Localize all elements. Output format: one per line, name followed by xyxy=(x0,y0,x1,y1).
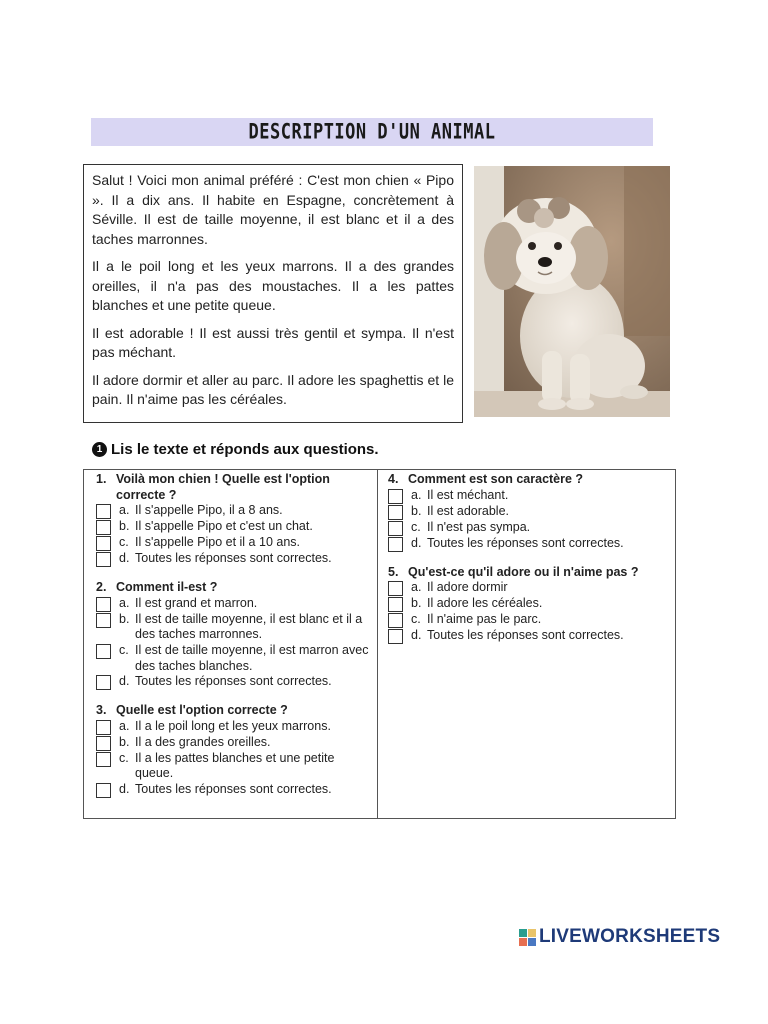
text-paragraph: Il adore dormir et aller au parc. Il adore les spaghettis et le pain. Il n'aime pas les céréales. xyxy=(92,371,454,407)
option-text: Toutes les réponses sont correctes. xyxy=(135,551,332,566)
answer-option xyxy=(388,504,673,520)
answer-option xyxy=(96,719,374,735)
answer-option xyxy=(96,674,374,690)
option-letter: b. xyxy=(119,519,130,534)
option-text: Il s'appelle Pipo et c'est un chat. xyxy=(135,519,313,534)
question-title xyxy=(388,472,673,488)
option-letter: d. xyxy=(119,551,130,566)
option-text: Toutes les réponses sont correctes. xyxy=(135,674,332,689)
answer-checkbox[interactable] xyxy=(388,505,403,520)
answer-checkbox[interactable] xyxy=(96,644,111,659)
dog-illustration xyxy=(474,166,670,417)
answer-option xyxy=(96,643,374,674)
option-letter: c. xyxy=(119,750,129,765)
option-letter: b. xyxy=(411,503,422,518)
answer-option xyxy=(96,612,374,643)
quiz-column-right xyxy=(388,472,673,657)
option-text: Toutes les réponses sont correctes. xyxy=(427,535,624,550)
question-5 xyxy=(388,565,673,645)
quiz-column-left xyxy=(96,472,374,811)
title-banner xyxy=(91,118,653,146)
option-text: Il est méchant. xyxy=(427,487,509,502)
answer-option xyxy=(388,488,673,504)
question-4 xyxy=(388,472,673,552)
option-text: Il s'appelle Pipo et il a 10 ans. xyxy=(135,535,300,550)
option-letter: d. xyxy=(411,535,422,550)
question-number: 3. xyxy=(96,703,107,718)
question-text: Comment est son caractère ? xyxy=(408,472,584,486)
answer-checkbox[interactable] xyxy=(96,675,111,690)
answer-option xyxy=(96,535,374,551)
logo-text: LIVEWORKSHEETS xyxy=(539,926,721,947)
option-letter: c. xyxy=(411,612,421,627)
text-paragraph: Il est adorable ! Il est aussi très gentil et sympa. Il n'est pas méchant. xyxy=(92,324,454,360)
question-title xyxy=(96,472,374,503)
option-text: Toutes les réponses sont correctes. xyxy=(135,781,332,796)
answer-checkbox[interactable] xyxy=(388,581,403,596)
question-3 xyxy=(96,703,374,798)
instruction xyxy=(92,441,379,458)
option-text: Toutes les réponses sont correctes. xyxy=(427,628,624,643)
answer-option xyxy=(96,782,374,798)
answer-checkbox[interactable] xyxy=(96,783,111,798)
text-paragraph: Il a le poil long et les yeux marrons. Il a des grandes oreilles, il n'a pas des moustaches. Il a les pattes blanches et une petite queue. xyxy=(92,258,454,313)
option-text: Il adore les céréales. xyxy=(427,596,543,611)
answer-option xyxy=(96,551,374,567)
question-2 xyxy=(96,580,374,690)
option-letter: c. xyxy=(119,535,129,550)
answer-checkbox[interactable] xyxy=(388,521,403,536)
answer-checkbox[interactable] xyxy=(388,597,403,612)
answer-option xyxy=(96,503,374,519)
option-text: Il s'appelle Pipo, il a 8 ans. xyxy=(135,503,283,518)
option-letter: b. xyxy=(119,734,130,749)
instruction-number-badge: 1 xyxy=(92,442,107,457)
option-letter: b. xyxy=(411,596,422,611)
answer-option xyxy=(96,596,374,612)
option-letter: d. xyxy=(119,674,130,689)
answer-checkbox[interactable] xyxy=(388,613,403,628)
question-1 xyxy=(96,472,374,567)
answer-option xyxy=(388,520,673,536)
answer-option xyxy=(388,580,673,596)
answer-option xyxy=(388,536,673,552)
question-title xyxy=(388,565,673,581)
logo-icon xyxy=(519,929,536,946)
answer-checkbox[interactable] xyxy=(96,504,111,519)
question-text: Voilà mon chien ! Quelle est l'option correcte ? xyxy=(116,472,330,502)
question-title xyxy=(96,703,374,719)
question-number: 4. xyxy=(388,472,399,486)
answer-checkbox[interactable] xyxy=(96,536,111,551)
question-number: 1. xyxy=(96,472,107,486)
option-text: Il adore dormir xyxy=(427,580,508,595)
answer-checkbox[interactable] xyxy=(96,752,111,767)
option-text: Il n'aime pas le parc. xyxy=(427,612,542,627)
option-letter: a. xyxy=(119,503,130,518)
answer-checkbox[interactable] xyxy=(388,629,403,644)
answer-checkbox[interactable] xyxy=(96,720,111,735)
text-paragraph: Salut ! Voici mon animal préféré : C'est mon chien « Pipo ». Il a dix ans. Il habite en Espagne, concrètement à Séville. Il est de taille moyenne, il est blanc et il a des taches marronnes. xyxy=(92,172,454,247)
option-text: Il est adorable. xyxy=(427,503,509,518)
answer-option xyxy=(96,735,374,751)
answer-option xyxy=(388,612,673,628)
answer-checkbox[interactable] xyxy=(96,552,111,567)
option-letter: a. xyxy=(411,580,422,595)
column-divider xyxy=(377,470,378,818)
option-letter: a. xyxy=(119,718,130,733)
question-text: Quelle est l'option correcte ? xyxy=(116,703,288,718)
option-text: Il est de taille moyenne, il est blanc et il a des taches marronnes. xyxy=(135,611,363,642)
answer-checkbox[interactable] xyxy=(388,489,403,504)
option-text: Il a le poil long et les yeux marrons. xyxy=(135,718,331,733)
reading-text-box xyxy=(83,164,463,423)
option-text: Il est de taille moyenne, il est marron avec des taches blanches. xyxy=(135,642,369,673)
answer-checkbox[interactable] xyxy=(96,597,111,612)
option-letter: d. xyxy=(119,781,130,796)
answer-option xyxy=(96,519,374,535)
option-letter: c. xyxy=(119,642,129,657)
dog-photo xyxy=(474,166,670,417)
option-text: Il n'est pas sympa. xyxy=(427,519,531,534)
instruction-text: Lis le texte et réponds aux questions. xyxy=(111,441,379,458)
option-letter: d. xyxy=(411,628,422,643)
liveworksheets-logo[interactable] xyxy=(519,926,720,948)
option-text: Il a les pattes blanches et une petite queue. xyxy=(135,750,335,781)
answer-option xyxy=(388,596,673,612)
option-letter: a. xyxy=(119,595,130,610)
option-letter: b. xyxy=(119,611,130,626)
option-text: Il a des grandes oreilles. xyxy=(135,734,271,749)
option-letter: a. xyxy=(411,487,422,502)
option-text: Il est grand et marron. xyxy=(135,595,258,610)
answer-checkbox[interactable] xyxy=(96,736,111,751)
answer-checkbox[interactable] xyxy=(388,537,403,552)
question-text: Comment il-est ? xyxy=(116,580,218,595)
answer-checkbox[interactable] xyxy=(96,613,111,628)
quiz-table xyxy=(83,469,676,819)
page-title: DESCRIPTION D'UN ANIMAL xyxy=(248,119,496,145)
question-title xyxy=(96,580,374,596)
answer-checkbox[interactable] xyxy=(96,520,111,535)
answer-option xyxy=(96,751,374,782)
option-letter: c. xyxy=(411,519,421,534)
answer-option xyxy=(388,628,673,644)
question-number: 2. xyxy=(96,580,107,595)
question-text: Qu'est-ce qu'il adore ou il n'aime pas ? xyxy=(408,564,639,579)
question-number: 5. xyxy=(388,564,399,579)
